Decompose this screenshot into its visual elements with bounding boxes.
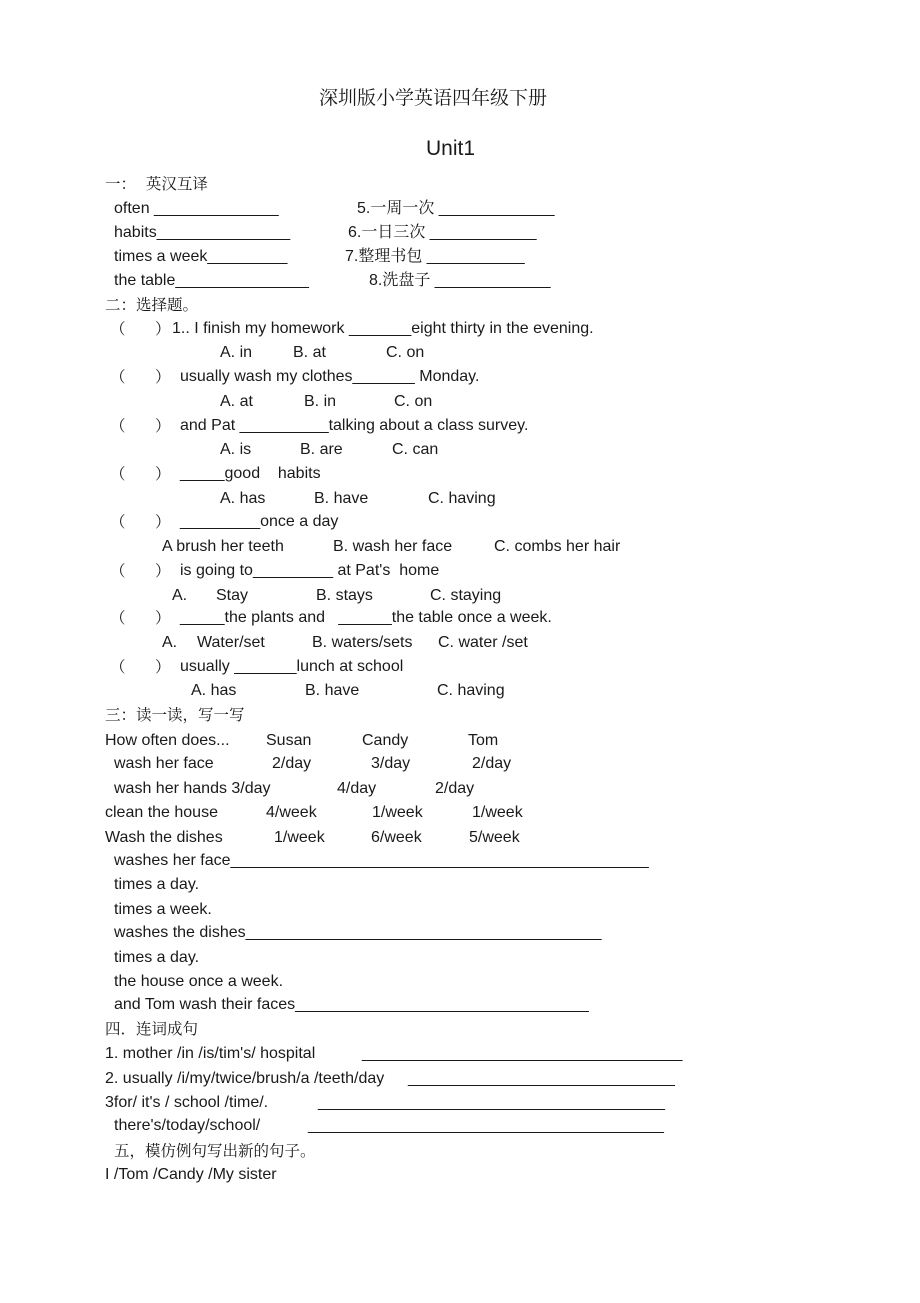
table-cell: clean the house — [105, 804, 218, 821]
option: B. wash her face — [333, 538, 453, 555]
translate-item: habits_______________ — [114, 224, 291, 241]
table-cell: 2/day — [472, 755, 512, 772]
table-cell: 1/week — [472, 804, 523, 821]
translate-item: times a week_________ — [114, 248, 288, 265]
answer-line: ________________________________________ — [308, 1117, 664, 1134]
unit-title: Unit1 — [426, 137, 476, 160]
table-cell: 1/week — [372, 804, 423, 821]
option: B. at — [293, 344, 326, 361]
option: A. has — [220, 490, 266, 507]
writing-line: the house once a week. — [114, 973, 284, 990]
answer-paren: （ ） — [110, 465, 171, 483]
option: A. is — [220, 441, 252, 458]
answer-paren: （ ） — [110, 513, 171, 531]
question-text: is going to_________ at Pat's home — [180, 562, 440, 579]
writing-line: washes the dishes________________________________________ — [114, 924, 602, 941]
table-cell: 2/day — [435, 780, 475, 797]
answer-paren: （ ） — [110, 320, 171, 338]
writing-line: times a week. — [114, 901, 212, 918]
option: A. — [172, 587, 188, 604]
section3-heading: 三：读一读，写一写 — [105, 706, 245, 724]
translate-item: 7.整理书包 ___________ — [345, 248, 525, 265]
table-cell: 4/day — [337, 780, 377, 797]
option: Stay — [216, 587, 249, 604]
table-cell: 1/week — [274, 829, 325, 846]
answer-paren: （ ） — [110, 562, 171, 580]
section5-heading: 五，模仿例句写出新的句子。 — [114, 1142, 316, 1160]
sentence-words: there's/today/school/ — [114, 1117, 261, 1134]
table-cell: 3/day — [371, 755, 411, 772]
writing-line: times a day. — [114, 949, 200, 966]
table-cell: 6/week — [371, 829, 422, 846]
table-header: How often does... — [105, 732, 230, 749]
option: A brush her teeth — [162, 538, 284, 555]
answer-line: _______________________________________ — [318, 1094, 666, 1111]
option: C. can — [392, 441, 439, 458]
question-text: usually wash my clothes_______ Monday. — [180, 368, 480, 385]
option: A. in — [220, 344, 253, 361]
option: B. have — [314, 490, 369, 507]
sentence-words: 2. usually /i/my/twice/brush/a /teeth/day — [105, 1070, 385, 1087]
translate-item: often ______________ — [114, 200, 279, 217]
answer-paren: （ ） — [110, 609, 171, 627]
option: B. waters/sets — [312, 634, 413, 651]
translate-item: 5.一周一次 _____________ — [357, 200, 555, 217]
section2-heading: 二：选择题。 — [105, 296, 199, 314]
option: C. having — [428, 490, 496, 507]
answer-paren: （ ） — [110, 368, 171, 386]
writing-line: and Tom wash their faces_________________________________ — [114, 996, 589, 1013]
option: C. on — [386, 344, 425, 361]
answer-paren: （ ） — [110, 658, 171, 676]
table-cell: wash her hands 3/day — [114, 780, 271, 797]
table-cell: wash her face — [114, 755, 214, 772]
writing-line: times a day. — [114, 876, 200, 893]
option: C. water /set — [438, 634, 528, 651]
option: C. on — [394, 393, 433, 410]
option: B. are — [300, 441, 343, 458]
translate-item: 6.一日三次 ____________ — [348, 224, 537, 241]
question-text: 1.. I finish my homework _______eight thirty in the evening. — [172, 320, 594, 337]
option: C. staying — [430, 587, 502, 604]
table-header: Susan — [266, 732, 312, 749]
table-cell: Wash the dishes — [105, 829, 223, 846]
option: A. — [162, 634, 178, 651]
answer-line: ____________________________________ — [362, 1045, 683, 1062]
table-header: Candy — [362, 732, 409, 749]
section4-heading: 四．连词成句 — [105, 1020, 199, 1038]
question-text: _____good habits — [180, 465, 321, 482]
option: B. have — [305, 682, 360, 699]
table-cell: 5/week — [469, 829, 520, 846]
answer-line: ______________________________ — [408, 1070, 675, 1087]
option: A. at — [220, 393, 253, 410]
answer-paren: （ ） — [110, 417, 171, 435]
option: B. in — [304, 393, 337, 410]
translate-item: 8.洗盘子 _____________ — [369, 272, 551, 289]
question-text: _________once a day — [180, 513, 339, 530]
example-subjects: I /Tom /Candy /My sister — [105, 1166, 277, 1183]
sentence-words: 1. mother /in /is/tim's/ hospital — [105, 1045, 316, 1062]
section1-heading: 一： 英汉互译 — [105, 175, 208, 193]
table-header: Tom — [468, 732, 499, 749]
option: C. combs her hair — [494, 538, 621, 555]
translate-item: the table_______________ — [114, 272, 309, 289]
page-title: 深圳版小学英语四年级下册 — [319, 87, 548, 109]
question-text: usually _______lunch at school — [180, 658, 404, 675]
sentence-words: 3for/ it's / school /time/. — [105, 1094, 269, 1111]
question-text: and Pat __________talking about a class survey. — [180, 417, 529, 434]
option: Water/set — [197, 634, 265, 651]
table-cell: 4/week — [266, 804, 317, 821]
option: C. having — [437, 682, 505, 699]
option: B. stays — [316, 587, 373, 604]
option: A. has — [191, 682, 237, 699]
question-text: _____the plants and ______the table once a week. — [180, 609, 552, 626]
table-cell: 2/day — [272, 755, 312, 772]
writing-line: washes her face_______________________________________________ — [114, 852, 649, 869]
